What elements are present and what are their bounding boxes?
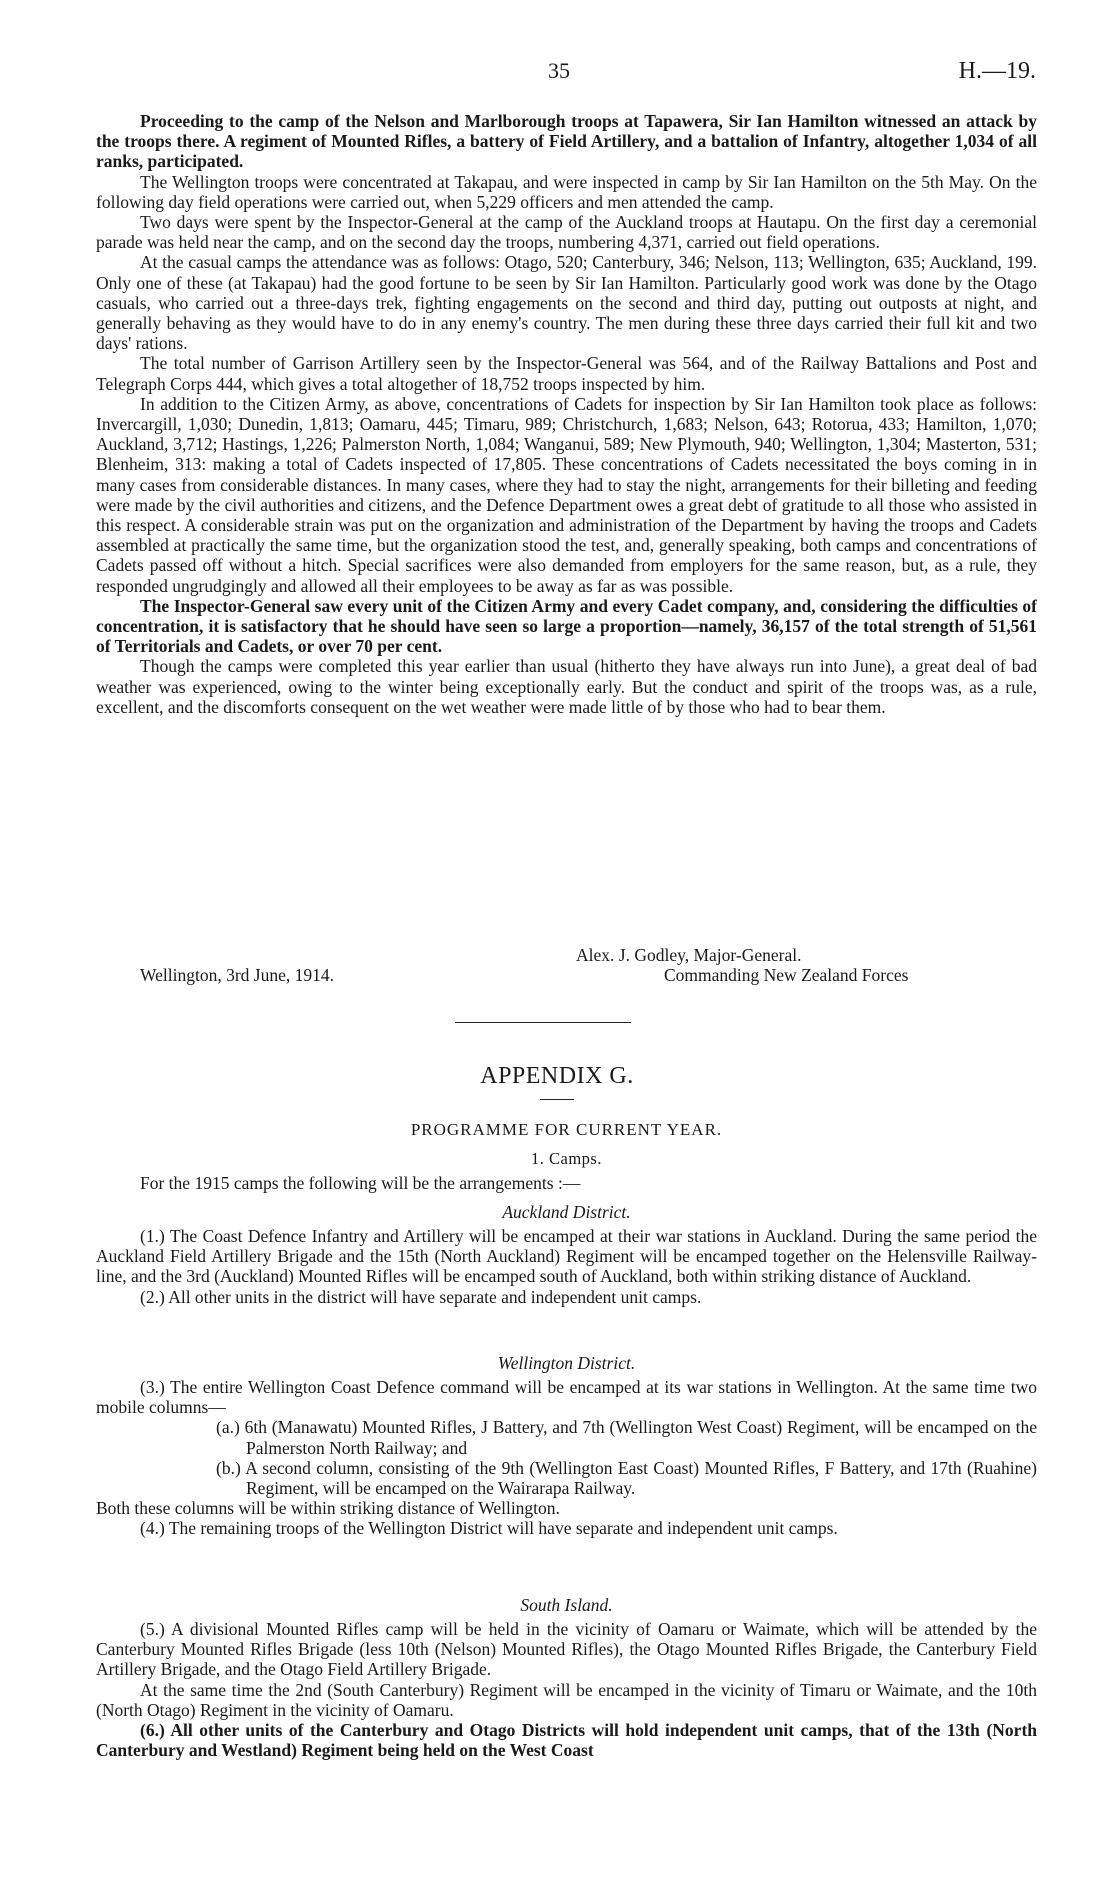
paragraph-takapau: The Wellington troops were concentrated at Takapau, and were inspected in camp by Sir Ian Hamilton on the 5th May. On the following day field operations were carried out, when 5,229 officers and men attended the camp. (96, 171, 1037, 212)
clause-same-time: At the same time the 2nd (South Canterbury) Regiment will be encamped in the vicinity of Timaru or Waimate, and the 10th (North Otago) Regiment in the vicinity of Oamaru. (96, 1679, 1037, 1720)
paragraph-cadets: In addition to the Citizen Army, as above, concentrations of Cadets for inspection by Sir Ian Hamilton took place as follows: Invercargill, 1,030; Dunedin, 1,813; Oamaru, 445; Timaru, 989; Christchurch, 1,683; Nelson, 643; Rotorua, 433; Hamilton, 1,070; Auckland, 3,712; Hastings, 1,226; Palmerston North, 1,084; Wanganui, 589; New Plymouth, 940; Wellington, 1,304; Masterton, 531; Blenheim, 313: making a total of Cadets inspected of 17,805. These concentrations of Cadets necessitated the boys coming in in many cases from considerable distances. In many cases, where they had to stay the night, arrangements for their billeting and feeding were made by the civil authorities and citizens, and the Defence Department owes a great debt of gratitude to all those who assisted in this respect. A considerable strain was put on the organization and administration of the Department by having the troops and Cadets assembled at practically the same time, but the organization stood the test, and, generally speaking, both camps and concentrations of Cadets passed off without a hitch. Special sacrifices were also demanded from employers for the same reason, but, as a rule, they responded ungrudgingly and allowed all their employees to be away as far as was possible. (96, 393, 1037, 596)
clause-3b: (b.) A second column, consisting of the 9th (Wellington East Coast) Mounted Rifles, F Battery, and 17th (Ruahine) Regiment, will be encamped on the Wairarapa Railway. (216, 1457, 1037, 1499)
page-number: 35 (548, 58, 570, 83)
wellington-section (96, 1377, 1037, 1539)
title-underline (540, 1099, 574, 1100)
paragraph-inspector-general: The Inspector-General saw every unit of the Citizen Army and every Cadet company, and, considering the difficulties of concentration, it is satisfactory that he should have seen so large a proportion—namely, 36,157 of the total strength of 51,561 of Territorials and Cadets, or over 70 per cent. (96, 595, 1037, 657)
section-divider (455, 1022, 631, 1023)
paragraph-tapawera: Proceeding to the camp of the Nelson and Marlborough troops at Tapawera, Sir Ian Hamilton witnessed an attack by the troops there. A regiment of Mounted Rifles, a battery of Field Artillery, and a battalion of Infantry, altogether 1,034 of all ranks, participated. (96, 111, 1037, 172)
paragraph-weather: Though the camps were completed this year earlier than usual (hitherto they have always run into June), a great deal of bad weather was experienced, owing to the winter being exceptionally early. But the conduct and spirit of the troops was, as a rule, excellent, and the discomforts consequent on the wet weather were made little of by those who had to bear them. (96, 656, 1037, 717)
page-header (96, 58, 1036, 88)
clause-4: (4.) The remaining troops of the Wellington District will have separate and independent unit camps. (140, 1518, 838, 1539)
auckland-section (96, 1226, 1037, 1307)
clause-5: (5.) A divisional Mounted Rifles camp will be held in the vicinity of Oamaru or Waimate, which will be attended by the Canterbury Mounted Rifles Brigade (less 10th (Nelson) Mounted Rifles), the Otago Mounted Rifles Brigade, the Canterbury Field Artillery Brigade, and the Otago Field Artillery Brigade. (96, 1619, 1037, 1680)
paragraph-casual-camps: At the casual camps the attendance was as follows: Otago, 520; Canterbury, 346; Nelson, 113; Wellington, 635; Auckland, 199. Only one of these (at Takapau) had the good fortune to be seen by Sir Ian Hamilton. Particularly good work was done by the Otago casuals, who carried out a three-days trek, fighting engagements on the second and third day, putting out outposts at night, and generally behaving as they would have to do in any enemy's country. The men during these three days carried their full kit and two days' rations. (96, 252, 1037, 354)
heading-auckland-district: Auckland District. (502, 1202, 631, 1222)
signatory-name: Alex. J. Godley, Major-General. (576, 945, 802, 965)
clause-both-columns: Both these columns will be within striking distance of Wellington. (96, 1498, 560, 1519)
section-heading-camps: 1. Camps. (531, 1149, 602, 1168)
intro-line: For the 1915 camps the following will be the arrangements :— (140, 1173, 581, 1193)
clause-3: (3.) The entire Wellington Coast Defence command will be encamped at its war stations in Wellington. At the same time two mobile columns— (96, 1377, 1037, 1418)
heading-south-island: South Island. (520, 1595, 613, 1615)
clause-3a: (a.) 6th (Manawatu) Mounted Rifles, J Battery, and 7th (Wellington West Coast) Regiment, will be encamped on the Palmerston North Railway; and (216, 1417, 1037, 1458)
signatory-title: Commanding New Zealand Forces (664, 965, 909, 985)
paragraph-garrison-artillery: The total number of Garrison Artillery seen by the Inspector-General was 564, and of the Railway Battalions and Post and Telegraph Corps 444, which gives a total altogether of 18,752 troops inspected by him. (96, 353, 1037, 394)
paragraph-hautapu: Two days were spent by the Inspector-General at the camp of the Auckland troops at Hautapu. On the first day a ceremonial parade was held near the camp, and on the second day the troops, numbering 4,371, carried out field operations. (96, 212, 1037, 253)
south-island-section (96, 1619, 1037, 1760)
clause-1: (1.) The Coast Defence Infantry and Artillery will be encamped at their war stations in Auckland. During the same period the Auckland Field Artillery Brigade and the 15th (North Auckland) Regiment will be encamped together on the Helensville Railway-line, and the 3rd (Auckland) Mounted Rifles will be encamped south of Auckland, both within striking distance of Auckland. (96, 1226, 1037, 1287)
clause-6: (6.) All other units of the Canterbury and Otago Districts will hold independent unit camps, that of the 13th (North Canterbury and Westland) Regiment being held on the West Coast (96, 1720, 1037, 1761)
heading-wellington-district: Wellington District. (497, 1353, 636, 1373)
programme-heading: PROGRAMME FOR CURRENT YEAR. (410, 1120, 723, 1139)
place-and-date: Wellington, 3rd June, 1914. (140, 965, 334, 985)
document-reference: H.—19. (958, 58, 1036, 84)
appendix-title: APPENDIX G. (480, 1063, 634, 1089)
report-body (96, 111, 1037, 717)
clause-2: (2.) All other units in the district will have separate and independent unit camps. (140, 1286, 702, 1307)
